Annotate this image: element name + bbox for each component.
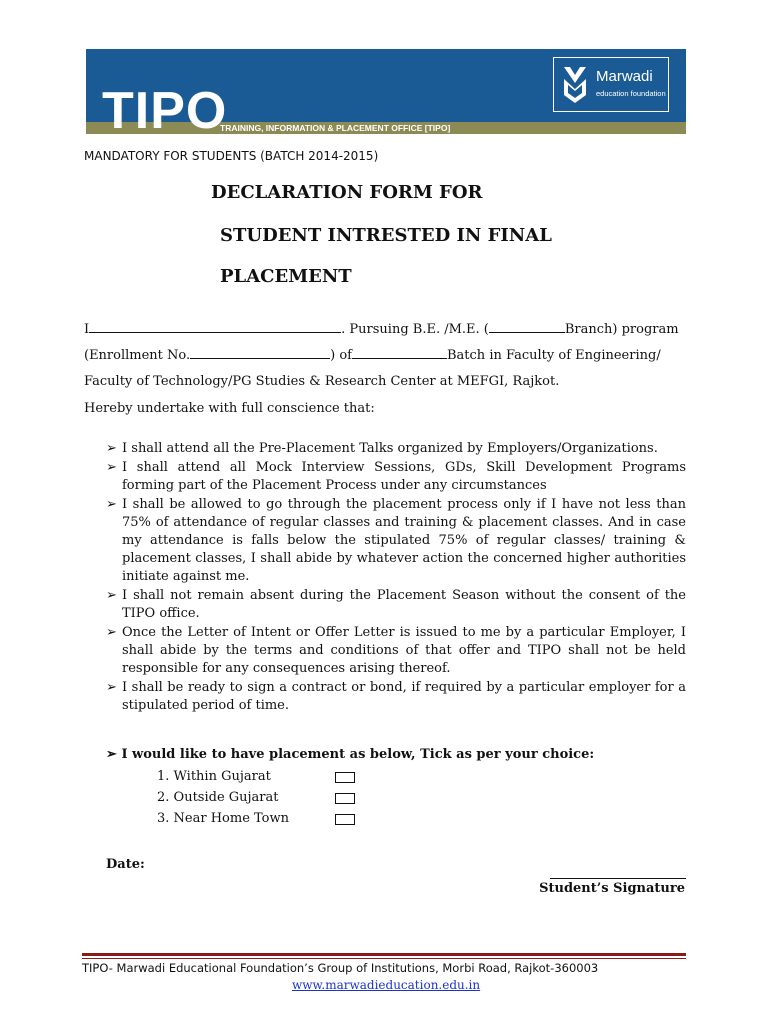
footer-address: TIPO- Marwadi Educational Foundation’s Group of Institutions, Morbi Road, Rajkot-360003: [82, 961, 599, 975]
intro-program: Branch) program: [564, 322, 679, 337]
intro-enrollment: (Enrollment No.: [84, 348, 191, 363]
intro-line-1: [84, 322, 679, 337]
intro-pronoun: I: [84, 322, 90, 337]
marwadi-logo: [553, 57, 669, 112]
declaration-item: ➢ I shall be ready to sign a contract or bond, if required by a particular employer for a stipulated period of time.: [106, 680, 686, 713]
branch-blank[interactable]: [489, 331, 565, 333]
date-label: Date:: [106, 857, 145, 872]
declaration-item: ➢ I shall attend all Mock Interview Sessions, GDs, Skill Development Programs forming part of the Placement Process under any circumstances: [106, 460, 686, 493]
banner-subtitle: TRAINING, INFORMATION & PLACEMENT OFFICE [TIPO]: [220, 123, 451, 133]
arrow-bullet-icon: ➢: [106, 460, 117, 475]
header-banner: [86, 49, 686, 134]
name-blank[interactable]: [89, 331, 341, 333]
intro-line-3: Faculty of Technology/PG Studies & Research Center at MEFGI, Rajkot.: [84, 374, 560, 389]
intro-line-2: [84, 348, 661, 363]
intro-line-4: Hereby undertake with full conscience that:: [84, 401, 375, 416]
near-home-town-checkbox[interactable]: [335, 814, 355, 825]
arrow-bullet-icon: ➢: [106, 497, 117, 512]
placement-choice-heading: ➢ I would like to have placement as below, Tick as per your choice:: [106, 747, 595, 762]
mandatory-note: MANDATORY FOR STUDENTS (BATCH 2014-2015): [84, 149, 379, 163]
intro-pursuing: . Pursuing B.E. /M.E. (: [341, 322, 489, 337]
form-title-line-1: DECLARATION FORM FOR: [211, 182, 483, 203]
footer-website-link[interactable]: www.marwadieducation.edu.in: [292, 978, 481, 992]
arrow-bullet-icon: ➢: [106, 747, 117, 762]
declaration-list: [106, 440, 686, 716]
enrollment-blank[interactable]: [190, 357, 330, 359]
intro-faculty: Batch in Faculty of Engineering/: [447, 348, 661, 363]
form-title-line-3: PLACEMENT: [220, 266, 352, 287]
batch-blank[interactable]: [352, 357, 447, 359]
declaration-item: ➢ I shall attend all the Pre-Placement Talks organized by Employers/Organizations.: [106, 441, 658, 456]
arrow-bullet-icon: ➢: [106, 441, 117, 456]
form-title-line-2: STUDENT INTRESTED IN FINAL: [220, 225, 552, 246]
arrow-bullet-icon: ➢: [106, 680, 117, 695]
arrow-bullet-icon: ➢: [106, 588, 117, 603]
logo-tagline: education foundation: [596, 89, 666, 98]
marwadi-logo-icon: [562, 65, 588, 105]
signature-line[interactable]: [550, 878, 686, 879]
logo-name: Marwadi: [596, 68, 653, 85]
within-gujarat-checkbox[interactable]: [335, 772, 355, 783]
choice-within-gujarat-label: 1. Within Gujarat: [157, 769, 271, 784]
choice-near-home-town-label: 3. Near Home Town: [157, 811, 290, 826]
outside-gujarat-checkbox[interactable]: [335, 793, 355, 804]
footer-rule: [82, 953, 686, 956]
declaration-item: ➢ I shall not remain absent during the Placement Season without the consent of the TIPO office.: [106, 588, 686, 621]
declaration-item: ➢ I shall be allowed to go through the placement process only if I have not less than 75% of attendance of regular classes and training & placement classes. And in case my attendance is falls below the stipulated 75% of regular classes/ training & placement classes, I shall abide by whatever action the concerned higher authorities initiate against me.: [106, 497, 686, 584]
footer-rule-thin: [82, 958, 686, 959]
signature-label: Student’s Signature: [539, 881, 685, 896]
intro-of: ) of: [330, 348, 352, 363]
arrow-bullet-icon: ➢: [106, 625, 117, 640]
tipo-brand: TIPO: [102, 82, 228, 134]
declaration-item: ➢ Once the Letter of Intent or Offer Letter is issued to me by a particular Employer, I shall abide by the terms and conditions of that offer and TIPO shall not be held responsible for any consequences arising thereof.: [106, 625, 686, 676]
choice-outside-gujarat-label: 2. Outside Gujarat: [157, 790, 279, 805]
